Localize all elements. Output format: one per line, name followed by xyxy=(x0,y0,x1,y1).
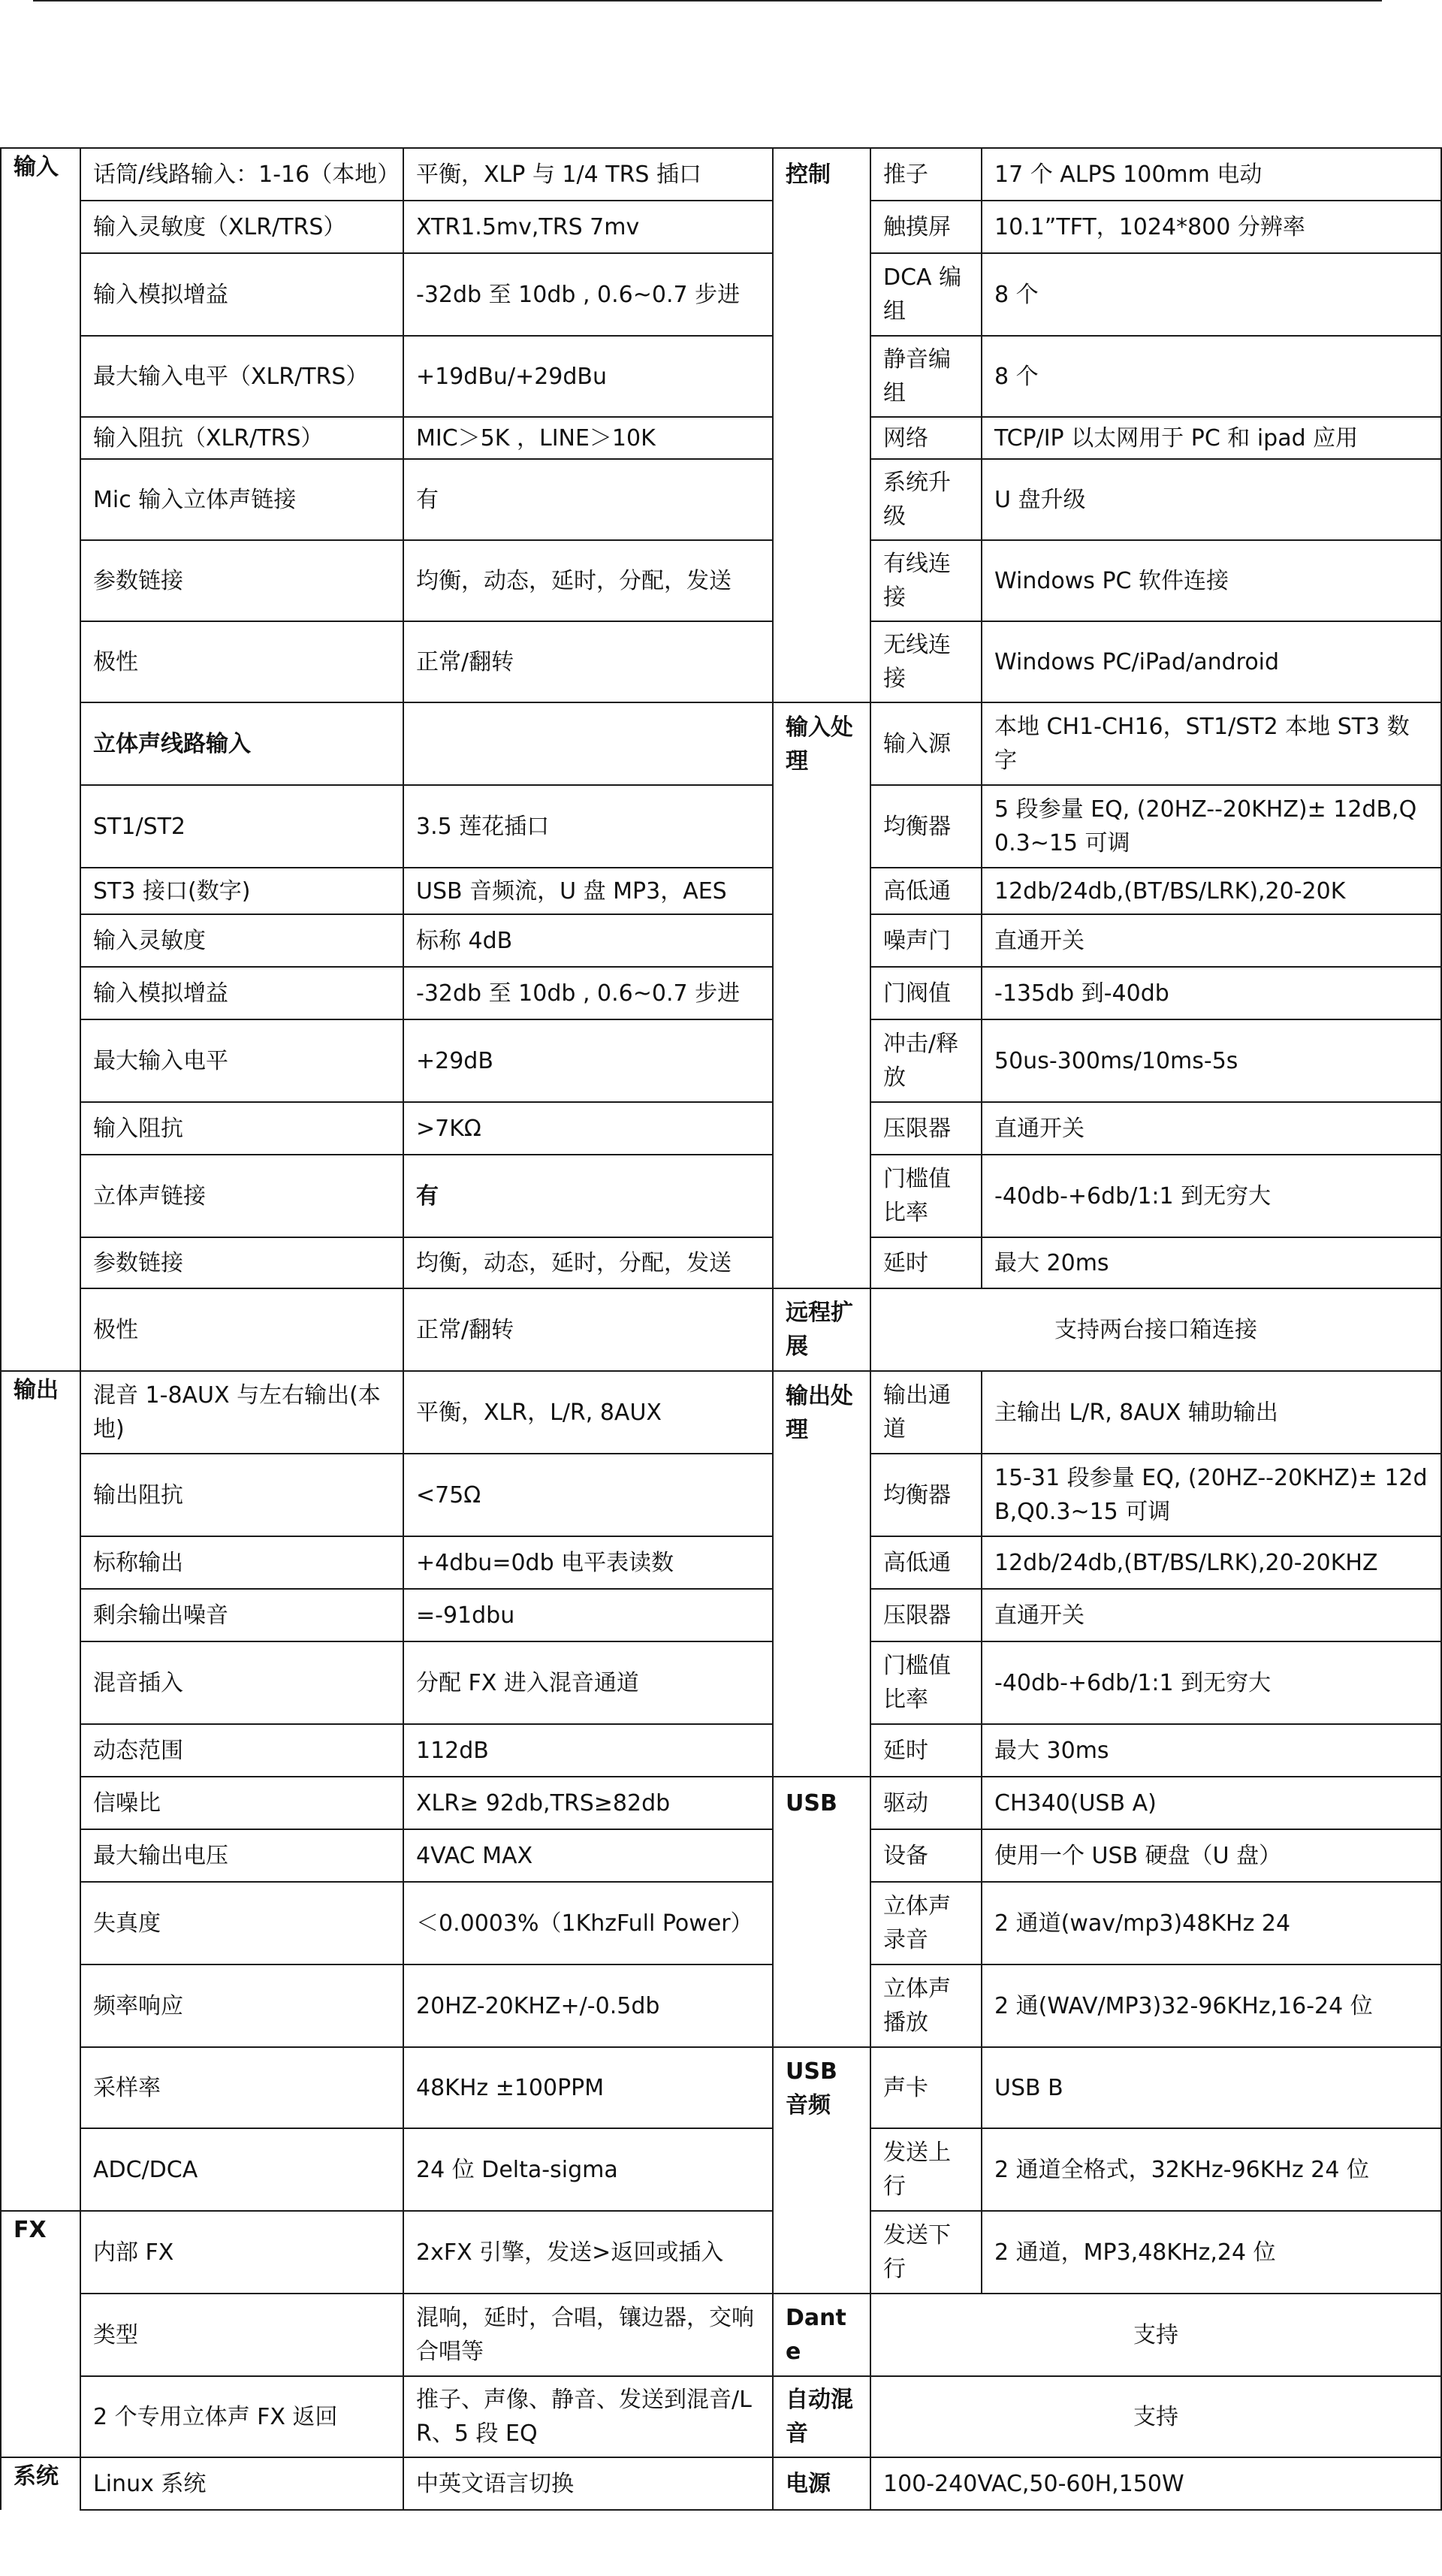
param-value: Windows PC/iPad/android xyxy=(982,621,1441,702)
spec-row xyxy=(1,1964,1441,2047)
param-value: 24 位 Delta-sigma xyxy=(403,2128,773,2211)
param-name: 高低通 xyxy=(870,868,982,914)
param-value: CH340(USB A) xyxy=(982,1777,1441,1829)
param-name: 冲击/释放 xyxy=(870,1019,982,1102)
section-spacer xyxy=(773,1155,870,1237)
param-name: Linux 系统 xyxy=(80,2457,403,2510)
section-label: 控制 xyxy=(773,148,870,201)
section-spacer xyxy=(1,1102,80,1155)
param-value: 分配 FX 进入混音通道 xyxy=(403,1641,773,1724)
section-spacer xyxy=(1,1641,80,1724)
spec-row xyxy=(1,1777,1441,1829)
param-value: 5 段参量 EQ, (20HZ--20KHZ)± 12dB,Q0.3~15 可调 xyxy=(982,785,1441,868)
section-label: FX xyxy=(1,2211,80,2294)
spec-row xyxy=(1,1882,1441,1964)
section-spacer xyxy=(1,1829,80,1882)
spec-row xyxy=(1,1454,1441,1536)
param-name: 输出阻抗 xyxy=(80,1454,403,1536)
param-name: 无线连接 xyxy=(870,621,982,702)
param-value: 最大 30ms xyxy=(982,1724,1441,1777)
spec-row xyxy=(1,914,1441,967)
section-spacer xyxy=(773,1964,870,2047)
param-name: 立体声链接 xyxy=(80,1155,403,1237)
param-value: 2xFX 引擎，发送>返回或插入 xyxy=(403,2211,773,2294)
param-name: 触摸屏 xyxy=(870,201,982,253)
spec-row xyxy=(1,702,1441,785)
spanning-value: 100-240VAC,50-60H,150W xyxy=(870,2457,1441,2510)
param-name: 混音插入 xyxy=(80,1641,403,1724)
spec-row xyxy=(1,148,1441,201)
spec-row xyxy=(1,459,1441,540)
param-name: 输出通道 xyxy=(870,1371,982,1454)
spec-row xyxy=(1,1288,1441,1371)
param-name: ST1/ST2 xyxy=(80,785,403,868)
section-spacer xyxy=(1,540,80,621)
section-label: 系统 xyxy=(1,2457,80,2510)
param-value: 10.1”TFT，1024*800 分辨率 xyxy=(982,201,1441,253)
spec-row xyxy=(1,540,1441,621)
param-name: 有线连接 xyxy=(870,540,982,621)
header-rule xyxy=(33,0,1382,2)
section-spacer xyxy=(1,1237,80,1288)
section-spacer xyxy=(773,1882,870,1964)
section-spacer xyxy=(1,1882,80,1964)
spec-row xyxy=(1,1829,1441,1882)
param-name: 2 个专用立体声 FX 返回 xyxy=(80,2376,403,2457)
section-spacer xyxy=(773,785,870,868)
param-name: 信噪比 xyxy=(80,1777,403,1829)
param-value: >7KΩ xyxy=(403,1102,773,1155)
section-spacer xyxy=(1,1777,80,1829)
param-value: 均衡，动态，延时，分配，发送 xyxy=(403,540,773,621)
param-name: 发送下行 xyxy=(870,2211,982,2294)
spanning-value: 支持 xyxy=(870,2294,1441,2376)
section-spacer xyxy=(1,2128,80,2211)
section-spacer xyxy=(1,2047,80,2128)
param-name: DCA 编组 xyxy=(870,253,982,336)
section-spacer xyxy=(773,967,870,1019)
section-spacer xyxy=(1,417,80,459)
section-spacer xyxy=(773,868,870,914)
spec-table-body xyxy=(1,148,1441,2510)
section-spacer xyxy=(1,914,80,967)
section-spacer xyxy=(773,1019,870,1102)
param-value: =-91dbu xyxy=(403,1589,773,1641)
spec-row xyxy=(1,2294,1441,2376)
param-name: 网络 xyxy=(870,417,982,459)
param-name: 声卡 xyxy=(870,2047,982,2128)
param-value: 4VAC MAX xyxy=(403,1829,773,1882)
param-value: 使用一个 USB 硬盘（U 盘） xyxy=(982,1829,1441,1882)
param-value: 本地 CH1-CH16，ST1/ST2 本地 ST3 数字 xyxy=(982,702,1441,785)
param-value: 2 通(WAV/MP3)32-96KHz,16-24 位 xyxy=(982,1964,1441,2047)
param-name: 输入灵敏度 xyxy=(80,914,403,967)
param-name: 高低通 xyxy=(870,1536,982,1589)
section-spacer xyxy=(773,914,870,967)
param-name: 最大输入电平（XLR/TRS） xyxy=(80,336,403,417)
param-name: 类型 xyxy=(80,2294,403,2376)
section-spacer xyxy=(773,1829,870,1882)
section-spacer xyxy=(773,1589,870,1641)
param-value: U 盘升级 xyxy=(982,459,1441,540)
param-name: 输入阻抗（XLR/TRS） xyxy=(80,417,403,459)
param-value: 2 通道全格式，32KHz-96KHz 24 位 xyxy=(982,2128,1441,2211)
spec-row xyxy=(1,621,1441,702)
section-spacer xyxy=(773,1454,870,1536)
section-label: 输入 xyxy=(1,148,80,201)
section-spacer xyxy=(773,417,870,459)
section-spacer xyxy=(1,621,80,702)
spec-row xyxy=(1,1237,1441,1288)
spec-row xyxy=(1,2128,1441,2211)
param-value: 有 xyxy=(403,459,773,540)
param-value: -40db-+6db/1:1 到无穷大 xyxy=(982,1155,1441,1237)
param-value: XLR≥ 92db,TRS≥82db xyxy=(403,1777,773,1829)
spec-row xyxy=(1,1371,1441,1454)
param-name: 均衡器 xyxy=(870,785,982,868)
param-name: 门槛值比率 xyxy=(870,1155,982,1237)
section-label: 输入处理 xyxy=(773,702,870,785)
spec-row xyxy=(1,2211,1441,2294)
spec-row xyxy=(1,1641,1441,1724)
param-value: TCP/IP 以太网用于 PC 和 ipad 应用 xyxy=(982,417,1441,459)
param-value: <75Ω xyxy=(403,1454,773,1536)
param-value: 有 xyxy=(403,1155,773,1237)
spec-row xyxy=(1,1589,1441,1641)
param-value: 8 个 xyxy=(982,253,1441,336)
param-name: 极性 xyxy=(80,1288,403,1371)
section-spacer xyxy=(1,1155,80,1237)
param-name: 系统升级 xyxy=(870,459,982,540)
section-spacer xyxy=(1,1724,80,1777)
param-name: 噪声门 xyxy=(870,914,982,967)
param-name: 驱动 xyxy=(870,1777,982,1829)
param-value: XTR1.5mv,TRS 7mv xyxy=(403,201,773,253)
section-spacer xyxy=(773,540,870,621)
param-name: 延时 xyxy=(870,1724,982,1777)
param-name: 输入阻抗 xyxy=(80,1102,403,1155)
section-spacer xyxy=(1,201,80,253)
section-spacer xyxy=(1,1288,80,1371)
param-value: 平衡，XLR，L/R, 8AUX xyxy=(403,1371,773,1454)
spec-row xyxy=(1,2457,1441,2510)
spec-row xyxy=(1,1102,1441,1155)
param-name: 极性 xyxy=(80,621,403,702)
spec-row xyxy=(1,785,1441,868)
param-name: 最大输出电压 xyxy=(80,1829,403,1882)
section-spacer xyxy=(1,2376,80,2457)
param-name: 设备 xyxy=(870,1829,982,1882)
param-value: -32db 至 10db , 0.6~0.7 步进 xyxy=(403,253,773,336)
param-value: 推子、声像、静音、发送到混音/LR、5 段 EQ xyxy=(403,2376,773,2457)
param-name: 均衡器 xyxy=(870,1454,982,1536)
param-name: 失真度 xyxy=(80,1882,403,1964)
param-value: 17 个 ALPS 100mm 电动 xyxy=(982,148,1441,201)
param-value: 平衡，XLP 与 1/4 TRS 插口 xyxy=(403,148,773,201)
param-value: 直通开关 xyxy=(982,914,1441,967)
param-value: 50us-300ms/10ms-5s xyxy=(982,1019,1441,1102)
param-name: 门阀值 xyxy=(870,967,982,1019)
param-name: 输入源 xyxy=(870,702,982,785)
section-spacer xyxy=(773,2128,870,2211)
section-spacer xyxy=(1,1019,80,1102)
param-value: USB B xyxy=(982,2047,1441,2128)
param-value: 112dB xyxy=(403,1724,773,1777)
param-name: 延时 xyxy=(870,1237,982,1288)
section-label: USB 音频 xyxy=(773,2047,870,2128)
param-name: 压限器 xyxy=(870,1589,982,1641)
param-value: 中英文语言切换 xyxy=(403,2457,773,2510)
param-value: 12db/24db,(BT/BS/LRK),20-20KHZ xyxy=(982,1536,1441,1589)
param-value: 均衡，动态，延时，分配，发送 xyxy=(403,1237,773,1288)
param-value: 正常/翻转 xyxy=(403,1288,773,1371)
spec-row xyxy=(1,253,1441,336)
spec-row xyxy=(1,1155,1441,1237)
spec-row xyxy=(1,868,1441,914)
spec-row xyxy=(1,201,1441,253)
param-name: 压限器 xyxy=(870,1102,982,1155)
param-value: -40db-+6db/1:1 到无穷大 xyxy=(982,1641,1441,1724)
param-value: +4dbu=0db 电平表读数 xyxy=(403,1536,773,1589)
param-name: 参数链接 xyxy=(80,1237,403,1288)
param-value: -32db 至 10db , 0.6~0.7 步进 xyxy=(403,967,773,1019)
param-value: 8 个 xyxy=(982,336,1441,417)
param-name: 输入灵敏度（XLR/TRS） xyxy=(80,201,403,253)
section-spacer xyxy=(773,621,870,702)
param-name: 立体声线路输入 xyxy=(80,702,403,785)
section-spacer xyxy=(773,1237,870,1288)
section-spacer xyxy=(1,1589,80,1641)
spec-row xyxy=(1,1536,1441,1589)
spec-row xyxy=(1,2047,1441,2128)
param-value: 最大 20ms xyxy=(982,1237,1441,1288)
param-value xyxy=(403,702,773,785)
param-value: 3.5 莲花插口 xyxy=(403,785,773,868)
section-label: 远程扩展 xyxy=(773,1288,870,1371)
section-spacer xyxy=(1,2294,80,2376)
section-label: Dante xyxy=(773,2294,870,2376)
param-name: 话筒/线路输入：1-16（本地） xyxy=(80,148,403,201)
param-value: 标称 4dB xyxy=(403,914,773,967)
param-name: 输入模拟增益 xyxy=(80,253,403,336)
section-spacer xyxy=(1,253,80,336)
param-name: ADC/DCA xyxy=(80,2128,403,2211)
param-value: 12db/24db,(BT/BS/LRK),20-20K xyxy=(982,868,1441,914)
section-spacer xyxy=(1,1454,80,1536)
param-name: 频率响应 xyxy=(80,1964,403,2047)
param-value: USB 音频流，U 盘 MP3，AES xyxy=(403,868,773,914)
param-value: 15-31 段参量 EQ, (20HZ--20KHZ)± 12dB,Q0.3~15 可调 xyxy=(982,1454,1441,1536)
param-name: 标称输出 xyxy=(80,1536,403,1589)
section-spacer xyxy=(1,1536,80,1589)
param-value: 正常/翻转 xyxy=(403,621,773,702)
param-name: 剩余输出噪音 xyxy=(80,1589,403,1641)
param-name: Mic 输入立体声链接 xyxy=(80,459,403,540)
spec-row xyxy=(1,2376,1441,2457)
section-label: USB xyxy=(773,1777,870,1829)
param-name: 动态范围 xyxy=(80,1724,403,1777)
param-name: 内部 FX xyxy=(80,2211,403,2294)
param-value: 主输出 L/R, 8AUX 辅助输出 xyxy=(982,1371,1441,1454)
param-value: 20HZ-20KHZ+/-0.5db xyxy=(403,1964,773,2047)
param-name: 参数链接 xyxy=(80,540,403,621)
param-value: 直通开关 xyxy=(982,1102,1441,1155)
param-name: 静音编组 xyxy=(870,336,982,417)
spec-row xyxy=(1,1724,1441,1777)
param-value: 2 通道，MP3,48KHz,24 位 xyxy=(982,2211,1441,2294)
param-value: 混响，延时，合唱，镶边器，交响合唱等 xyxy=(403,2294,773,2376)
section-spacer xyxy=(773,1724,870,1777)
section-spacer xyxy=(773,336,870,417)
section-spacer xyxy=(773,1536,870,1589)
param-name: 输入模拟增益 xyxy=(80,967,403,1019)
param-value: 48KHz ±100PPM xyxy=(403,2047,773,2128)
param-name: 发送上行 xyxy=(870,2128,982,2211)
param-name: 混音 1-8AUX 与左右输出(本地) xyxy=(80,1371,403,1454)
param-name: 采样率 xyxy=(80,2047,403,2128)
section-spacer xyxy=(773,253,870,336)
section-spacer xyxy=(1,1964,80,2047)
spec-row xyxy=(1,336,1441,417)
spec-row xyxy=(1,417,1441,459)
section-spacer xyxy=(1,868,80,914)
param-value: +19dBu/+29dBu xyxy=(403,336,773,417)
param-value: 2 通道(wav/mp3)48KHz 24 xyxy=(982,1882,1441,1964)
section-spacer xyxy=(773,2211,870,2294)
param-value: 直通开关 xyxy=(982,1589,1441,1641)
param-name: 最大输入电平 xyxy=(80,1019,403,1102)
param-value: ＜0.0003%（1KhzFull Power） xyxy=(403,1882,773,1964)
section-spacer xyxy=(1,336,80,417)
spanning-value: 支持 xyxy=(870,2376,1441,2457)
section-spacer xyxy=(1,967,80,1019)
section-label: 自动混音 xyxy=(773,2376,870,2457)
section-spacer xyxy=(1,785,80,868)
spec-row xyxy=(1,1019,1441,1102)
spec-table xyxy=(0,147,1442,2511)
param-name: 立体声播放 xyxy=(870,1964,982,2047)
section-label: 输出处理 xyxy=(773,1371,870,1454)
param-value: -135db 到-40db xyxy=(982,967,1441,1019)
section-spacer xyxy=(773,1102,870,1155)
section-label: 电源 xyxy=(773,2457,870,2510)
param-value: MIC＞5K ，LINE＞10K xyxy=(403,417,773,459)
param-name: 立体声录音 xyxy=(870,1882,982,1964)
section-label: 输出 xyxy=(1,1371,80,1454)
param-name: 推子 xyxy=(870,148,982,201)
spec-row xyxy=(1,967,1441,1019)
spanning-value: 支持两台接口箱连接 xyxy=(870,1288,1441,1371)
section-spacer xyxy=(773,459,870,540)
section-spacer xyxy=(773,1641,870,1724)
param-name: ST3 接口(数字) xyxy=(80,868,403,914)
section-spacer xyxy=(1,459,80,540)
section-spacer xyxy=(773,201,870,253)
param-value: +29dB xyxy=(403,1019,773,1102)
param-value: Windows PC 软件连接 xyxy=(982,540,1441,621)
param-name: 门槛值比率 xyxy=(870,1641,982,1724)
section-spacer xyxy=(1,702,80,785)
